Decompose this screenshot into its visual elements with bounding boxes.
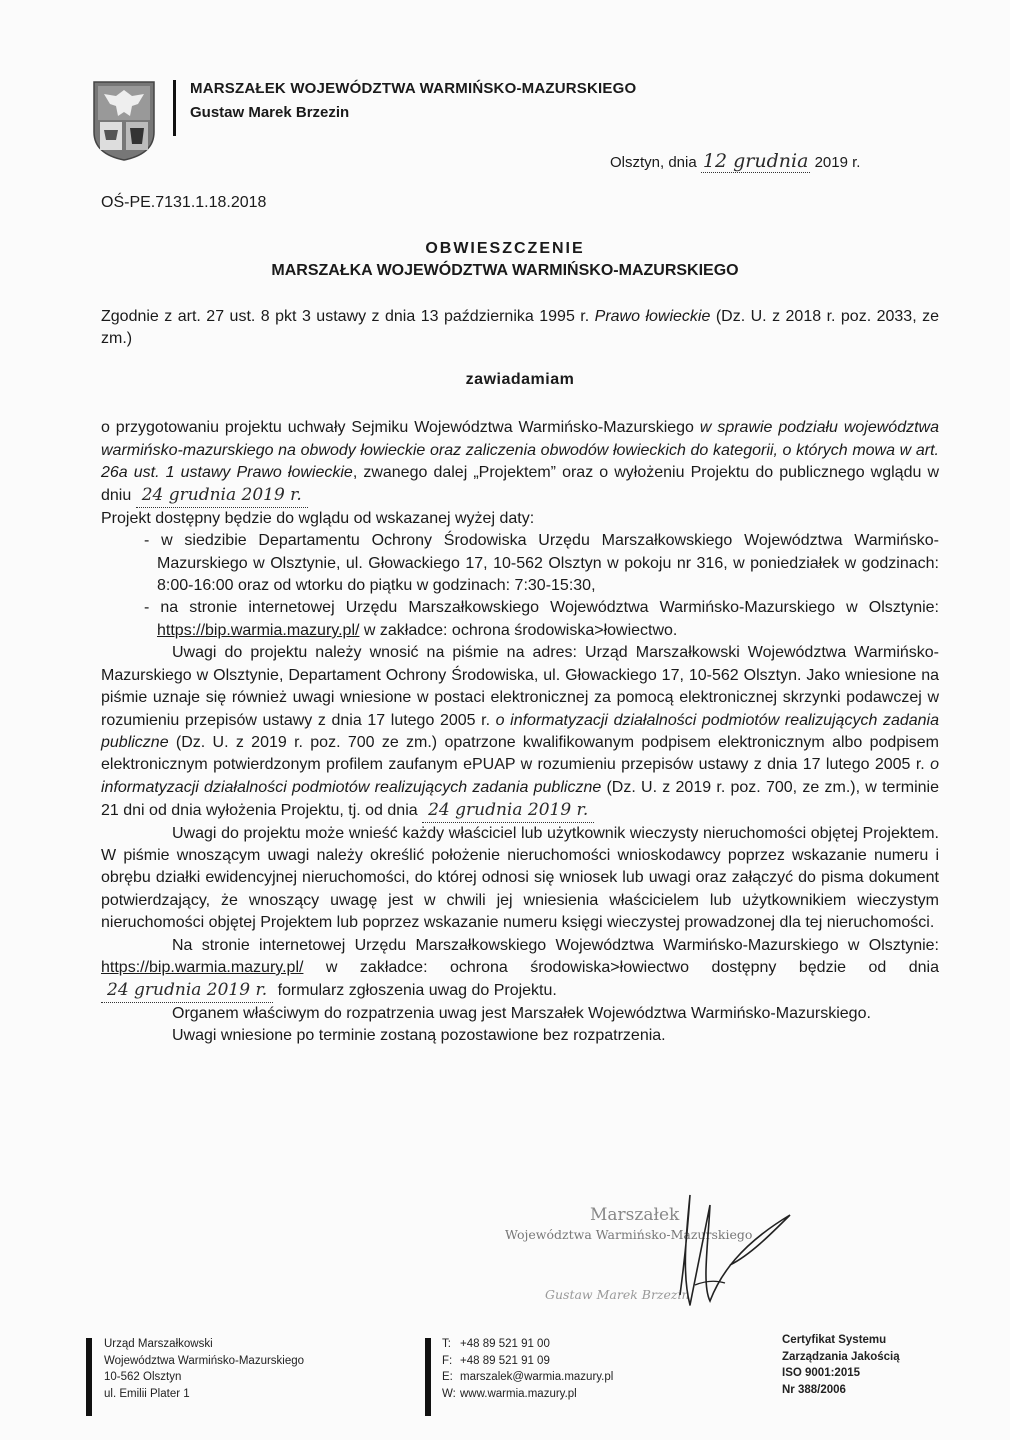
contact-key: F: — [442, 1354, 453, 1367]
contact-value[interactable]: www.warmia.mazury.pl — [460, 1387, 577, 1400]
contact-email — [442, 1369, 613, 1386]
document-body — [101, 306, 939, 1048]
paragraph-authority: Organem właściwym do rozpatrzenia uwag jest Marszałek Województwa Warmińsko-Mazurskiego. — [172, 1004, 871, 1022]
contact-key: E: — [442, 1371, 453, 1383]
intro-citation: (Dz. U. z 2018 r. poz. 2033, ze zm.) — [101, 308, 940, 348]
cert-line: Certyfikat Systemu — [782, 1334, 887, 1346]
handwritten-date-display: 24 grudnia 2019 r. — [136, 484, 308, 507]
handwritten-signature — [650, 1185, 820, 1315]
contact-web — [442, 1386, 613, 1403]
footer-bar-2 — [425, 1338, 431, 1416]
p4-text-b: w zakładce: ochrona środowiska>łowiectwo dostępny będzie od dnia — [303, 958, 939, 976]
contact-key: W: — [442, 1387, 456, 1400]
coat-of-arms-emblem — [92, 80, 156, 162]
handwritten-date: 12 grudnia — [702, 150, 809, 172]
p2-text-b: (Dz. U. z 2019 r. poz. 700 ze zm.) opatrzone kwalifikowanym podpisem elektronicznym albo podpisem elektronicznym potwierdzonym profilem zaufanym ePUAP w rozumieniu przepisów ustawy z dnia 17 lutego 2005 r. — [101, 733, 939, 774]
act-title-informatization-1: o informatyzacji działalności podmiotów realizujących zadania publiczne — [101, 711, 940, 751]
contact-value: +48 89 521 91 00 — [460, 1338, 550, 1350]
bip-link-form[interactable]: https://bip.warmia.mazury.pl/ — [101, 958, 304, 976]
footer-certificate — [782, 1332, 900, 1398]
handwritten-deadline-start: 24 grudnia 2019 r. — [422, 799, 594, 822]
office-line: 10-562 Olsztyn — [104, 1371, 182, 1383]
document-subheading: MARSZAŁKA WOJEWÓDZTWA WARMIŃSKO-MAZURSKIEGO — [271, 262, 739, 279]
notify-word: zawiadamiam — [465, 370, 575, 388]
p2-text-c: (Dz. U. z 2019 r. poz. 700, ze zm.), w terminie 21 dni od dnia wyłożenia Projektu, tj. od dnia — [101, 778, 939, 820]
reference-number: OŚ-PE.7131.1.18.2018 — [101, 194, 267, 211]
place-date-suffix: 2019 r. — [814, 154, 861, 171]
stamp-line-1: Marszałek — [590, 1205, 680, 1225]
cert-line: Nr 388/2006 — [782, 1383, 846, 1396]
p4-text-c: formularz zgłoszenia uwag do Projektu. — [273, 982, 557, 1000]
office-line: Urząd Marszałkowski — [104, 1338, 213, 1350]
place-date-prefix: Olsztyn, dnia — [610, 154, 697, 171]
paragraph-project — [101, 417, 939, 508]
availability-intro: Projekt dostępny będzie do wglądu od wskazanej wyżej daty: — [101, 509, 535, 527]
list-item-website-tail: w zakładce: ochrona środowiska>łowiectwo. — [359, 621, 678, 639]
cert-line: ISO 9001:2015 — [782, 1367, 861, 1379]
document-heading: OBWIESZCZENIE — [425, 240, 585, 257]
contact-key: T: — [442, 1338, 451, 1350]
paragraph-who-may-submit: Uwagi do projektu może wnieść każdy właściciel lub użytkownik wieczysty nieruchomości objętej Projektem. W piśmie wnoszącym uwagi należy określić położenie nieruchomości wnioskodawcy poprzez wskazanie numeru i obrębu działki ewidencyjnej nieruchomości, do której odnosi się wniosek lub uwagi oraz załączyć do pisma dokument potwierdzający, że wnoszący uwagę jest w chwili jej wniesienia właścicielem lub użytkownikiem wieczystym nieruchomości objętej Projektem lub poprzez wskazanie numeru księgi wieczystej prowadzonej dla tej nieruchomości. — [101, 824, 939, 932]
office-line: ul. Emilii Plater 1 — [104, 1387, 190, 1400]
intro-text: Zgodnie z art. 27 ust. 8 pkt 3 ustawy z dnia 13 października 1995 r. — [101, 308, 595, 325]
marshal-name: Gustaw Marek Brzezin — [190, 104, 350, 121]
signature-stamp — [500, 1185, 820, 1315]
stamp-line-3: Gustaw Marek Brzezin — [545, 1287, 690, 1302]
paragraph-submission — [101, 642, 939, 822]
list-item-office: - w siedzibie Departamentu Ochrony Środowiska Urzędu Marszałkowskiego Województwa Warmińsko-Mazurskiego w Olsztynie, ul. Głowackiego 17, 10-562 Olsztyn w pokoju nr 316, w poniedziałek w godzinach: 8:00-16:00 oraz od wtorku do piątku w godzinach: 7:30-15:30, — [144, 532, 939, 595]
handwritten-form-date: 24 grudnia 2019 r. — [101, 979, 273, 1002]
paragraph-late-remarks: Uwagi wniesione po terminie zostaną pozostawione bez rozpatrzenia. — [172, 1027, 666, 1045]
contact-value: +48 89 521 91 09 — [460, 1354, 550, 1367]
p1-text-b: , zwanego dalej „Projektem” oraz o wyłożeniu Projektu do publicznego wglądu w dniu — [101, 464, 940, 505]
act-title-informatization-2: o informatyzacji działalności podmiotów realizujących zadania publiczne — [101, 756, 939, 796]
p1-text-a: o przygotowaniu projektu uchwały Sejmiku Województwa Warmińsko-Mazurskiego — [101, 419, 700, 437]
paragraph-form — [101, 935, 939, 1003]
list-item-website-text: - na stronie internetowej Urzędu Marszałkowskiego Województwa Warmińsko-Mazurskiego w Olsztynie: — [144, 599, 939, 617]
stamp-line-2: Województwa Warmińsko-Mazurskiego — [505, 1227, 753, 1242]
office-line: Województwa Warmińsko-Mazurskiego — [104, 1354, 305, 1367]
cert-line: Zarządzania Jakością — [782, 1350, 900, 1363]
footer-bar-1 — [86, 1338, 92, 1416]
contact-phone — [442, 1336, 613, 1353]
bip-link[interactable]: https://bip.warmia.mazury.pl/ — [157, 621, 360, 639]
office-title: MARSZAŁEK WOJEWÓDZTWA WARMIŃSKO-MAZURSKIEGO — [190, 80, 637, 97]
intro-paragraph — [101, 306, 939, 351]
resolution-title: w sprawie podziału województwa warmińsko-mazurskiego na obwody łowieckie oraz zaliczenia obwodów łowieckich do kategorii, o których mowa w art. 26a ust. 1 ustawy Prawo łowieckie — [101, 419, 939, 482]
act-title: Prawo łowieckie — [594, 308, 711, 325]
p4-text-a: Na stronie internetowej Urzędu Marszałkowskiego Województwa Warmińsko-Mazurskiego w Olsztynie: — [172, 936, 939, 954]
list-item-website — [101, 597, 939, 642]
header-divider — [173, 80, 176, 136]
place-date — [610, 150, 860, 173]
p2-text-a: Uwagi do projektu należy wnosić na piśmie na adres: Urząd Marszałkowski Województwa Warmińsko-Mazurskiego w Olsztynie, Departament Ochrony Środowiska, ul. Głowackiego 17, 10-562 Olsztyn. Jako wniesione na piśmie uznaje się również uwagi wniesione w postaci elektronicznej za pomocą elektronicznej skrzynki podawczej w rozumieniu przepisów ustawy z dnia 17 lutego 2005 r. — [101, 644, 939, 729]
footer-contacts — [442, 1336, 613, 1402]
contact-value[interactable]: marszalek@warmia.mazury.pl — [460, 1371, 614, 1383]
contact-fax — [442, 1353, 613, 1370]
footer-office — [104, 1336, 304, 1402]
